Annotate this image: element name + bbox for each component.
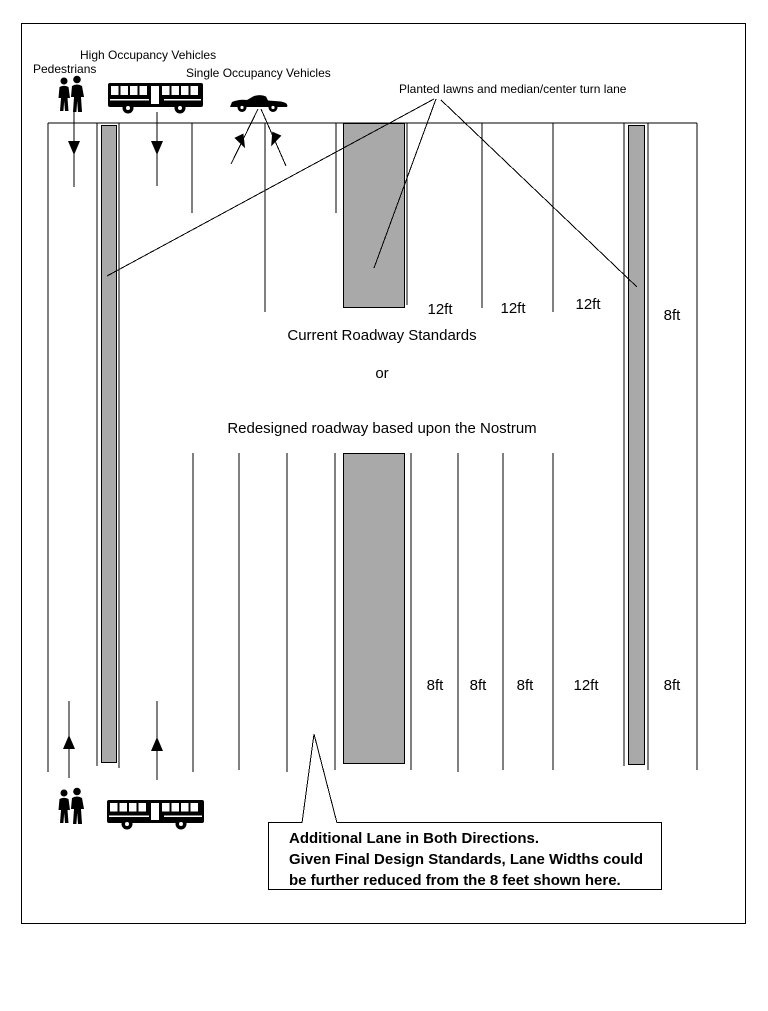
callout-text-line3: be further reduced from the 8 feet shown here.: [289, 872, 621, 889]
lane-width-label: 12ft: [500, 300, 526, 317]
page-border: [21, 23, 746, 924]
lane-width-label: 8ft: [663, 307, 681, 324]
callout-box: [268, 822, 662, 890]
lane-width-label: 8ft: [516, 677, 534, 694]
pedestrians-label: Pedestrians: [33, 62, 97, 76]
planted-lawns-label: Planted lawns and median/center turn lane: [399, 82, 627, 96]
hov-label: High Occupancy Vehicles: [80, 48, 217, 62]
lane-width-label: 12ft: [573, 677, 599, 694]
callout-text-line1: Additional Lane in Both Directions.: [289, 830, 540, 847]
sov-label: Single Occupancy Vehicles: [186, 66, 331, 80]
lane-width-label: 8ft: [663, 677, 681, 694]
lane-width-label: 8ft: [426, 677, 444, 694]
callout-text-line2: Given Final Design Standards, Lane Widths could: [289, 851, 644, 868]
lane-width-label: 8ft: [469, 677, 487, 694]
or-label: or: [375, 365, 389, 382]
lane-width-label: 12ft: [575, 296, 601, 313]
lane-width-label: 12ft: [427, 301, 453, 318]
current-standards-title: Current Roadway Standards: [287, 327, 477, 344]
redesigned-title: Redesigned roadway based upon the Nostrum: [227, 420, 537, 437]
